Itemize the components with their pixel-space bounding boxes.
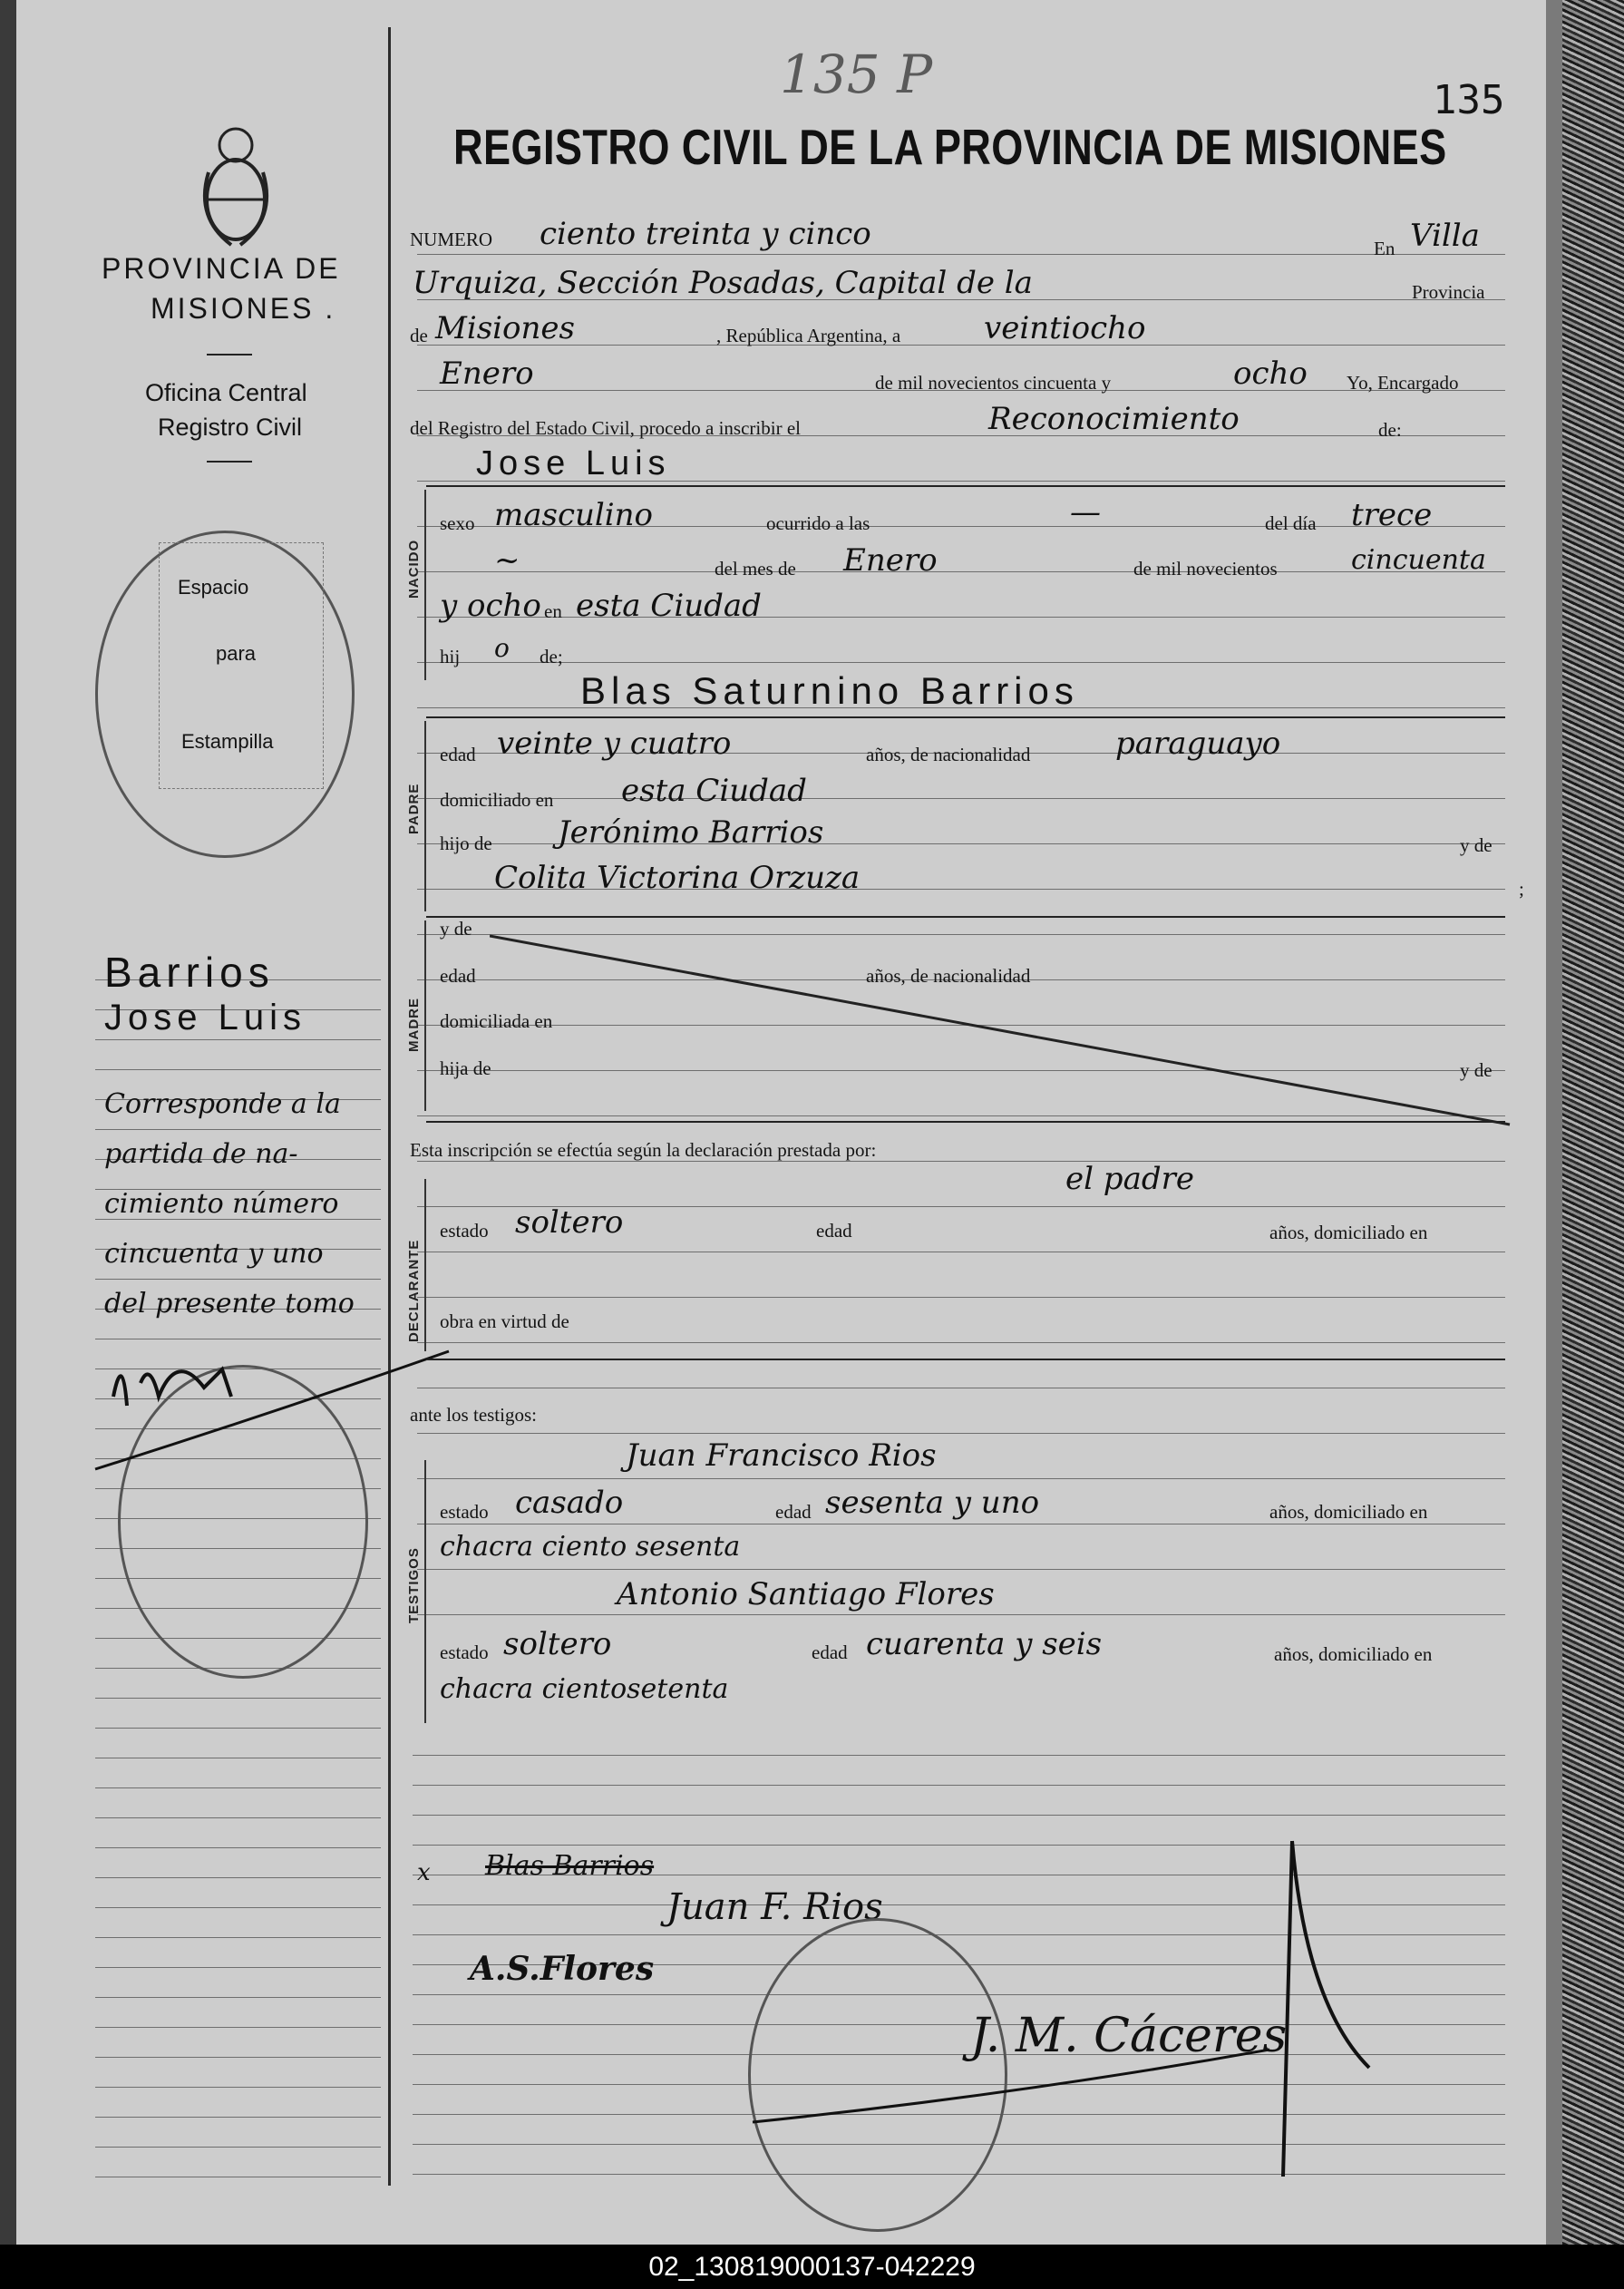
ruled-line: [95, 2147, 381, 2148]
ruled-line: [417, 1614, 1505, 1615]
mil-label: de mil novecientos: [1133, 558, 1278, 580]
stamp-space-label: para: [216, 642, 257, 665]
ruled-line: [417, 1433, 1505, 1434]
registro-label: del Registro del Estado Civil, procedo a inscribir el: [410, 417, 801, 439]
ruled-line: [95, 1907, 381, 1908]
en-label: En: [1374, 238, 1395, 259]
padre-section-bracket: [424, 721, 426, 911]
margin-note-line: cimiento número: [104, 1188, 339, 1220]
y-de-label: y de: [1460, 1059, 1493, 1081]
ruled-line: [95, 1817, 381, 1818]
ruled-line: [95, 2117, 381, 2118]
ruled-line: [417, 345, 1505, 346]
testigo1-domicilio-value: chacra ciento sesenta: [440, 1531, 741, 1563]
yo-label: Yo, Encargado: [1347, 372, 1459, 394]
domicilio-label: domiciliado en: [440, 789, 554, 811]
coat-of-arms-icon: [190, 118, 281, 254]
testigos-section-label: TESTIGOS: [406, 1547, 422, 1623]
anio-value: cincuenta: [1351, 544, 1486, 576]
numero-value: ciento treinta y cinco: [540, 216, 871, 252]
place-value: Urquiza, Sección Posadas, Capital de la: [413, 265, 1033, 301]
anios-label: años, domiciliado en: [1269, 1222, 1428, 1243]
ruled-line: [417, 254, 1505, 255]
padre-de-value: Jerónimo Barrios: [558, 814, 824, 851]
page-title: REGISTRO CIVIL DE LA PROVINCIA DE MISIONES: [453, 119, 1447, 175]
testigo1-nombre-value: Juan Francisco Rios: [626, 1437, 937, 1474]
testigo2-domicilio-value: chacra cientosetenta: [440, 1673, 729, 1705]
ruled-line: [417, 1569, 1505, 1570]
numero-label: NUMERO: [410, 229, 493, 250]
semicolon: ;: [1519, 878, 1524, 900]
estado-label: estado: [440, 1501, 489, 1523]
padre-section-label: PADRE: [406, 783, 422, 834]
ruled-line: [417, 1342, 1505, 1343]
anio-value: ocho: [1233, 356, 1308, 392]
del-dia-label: del día: [1265, 512, 1317, 534]
section-divider: [426, 1359, 1505, 1360]
y-de-label: y de: [1460, 834, 1493, 856]
y-de-label: y de: [440, 918, 472, 940]
en-label: en: [544, 600, 562, 622]
witness1-signature: Juan F. Rios: [666, 1886, 883, 1928]
margin-note-line: del presente tomo: [104, 1288, 355, 1320]
ruled-line: [95, 1069, 381, 1070]
ruled-line: [95, 1728, 381, 1729]
nacido-section-label: NACIDO: [406, 539, 422, 599]
padre-nombre-value: Blas Saturnino Barrios: [580, 669, 1079, 712]
hora-value: —: [1070, 494, 1101, 531]
republica-label: , República Argentina, a: [716, 325, 901, 346]
edad-label: edad: [440, 965, 476, 987]
obra-label: obra en virtud de: [440, 1310, 569, 1332]
declarante-section-bracket: [424, 1179, 426, 1351]
ruled-line: [95, 1698, 381, 1699]
sexo-value: masculino: [494, 497, 654, 533]
ruled-line: [413, 1755, 1505, 1756]
ruled-line: [417, 662, 1505, 663]
nacionalidad-value: paraguayo: [1115, 726, 1281, 762]
acto-value: Reconocimiento: [988, 401, 1240, 437]
section-divider: [426, 916, 1505, 918]
ruled-line: [95, 2027, 381, 2028]
witness2-signature: A.S.Flores: [470, 1950, 655, 1988]
margin-note-line: cincuenta y uno: [104, 1238, 324, 1270]
testigo2-nombre-value: Antonio Santiago Flores: [617, 1576, 995, 1612]
hija-de-label: hija de: [440, 1057, 491, 1079]
testigos-intro-label: ante los testigos:: [410, 1404, 537, 1426]
sidebar-office-line1: Oficina Central: [145, 379, 307, 406]
estado-label: estado: [440, 1220, 489, 1242]
section-divider: [426, 1121, 1505, 1123]
anios-label: años, de nacionalidad: [866, 744, 1031, 765]
ruled-line: [95, 2087, 381, 2088]
edad-label: edad: [812, 1641, 848, 1663]
provincia-label: Provincia: [1412, 281, 1485, 303]
ruled-line: [417, 1478, 1505, 1479]
sidebar-province-line2: MISIONES .: [151, 292, 336, 325]
declarante-section-label: DECLARANTE: [406, 1239, 422, 1342]
officer-signature-flourish-icon: [744, 1823, 1433, 2186]
margin-given-name: Jose Luis: [104, 998, 306, 1037]
edad-label: edad: [816, 1220, 852, 1242]
ruled-line: [95, 1877, 381, 1878]
anios-label: años, domiciliado en: [1274, 1643, 1433, 1665]
stamped-page-number: 135: [1433, 77, 1505, 123]
en-value: Villa: [1410, 218, 1480, 254]
testigo1-edad-value: sesenta y uno: [825, 1485, 1040, 1521]
sidebar-province-line1: PROVINCIA DE: [102, 252, 341, 285]
section-divider: [426, 485, 1505, 487]
margin-rule: [388, 27, 391, 2186]
ruled-line: [95, 1967, 381, 1968]
dia-value: veintiocho: [984, 310, 1146, 346]
officer-signature: J. M. Cáceres: [970, 2009, 1288, 2063]
stamp-space-label: Estampilla: [181, 730, 274, 753]
hijo-value: o: [494, 633, 510, 663]
ruled-line: [417, 798, 1505, 799]
ruled-line: [413, 1815, 1505, 1816]
ruled-line: [417, 571, 1505, 572]
edad-label: edad: [775, 1501, 812, 1523]
del-mes-label: del mes de: [715, 558, 796, 580]
hijo-label: hij: [440, 646, 461, 667]
testigo1-estado-value: casado: [515, 1485, 624, 1521]
margin-note-line: Corresponde a la: [104, 1088, 341, 1120]
de-label: de: [410, 325, 428, 346]
x-mark: x: [417, 1859, 431, 1886]
madre-section-label: MADRE: [406, 998, 422, 1052]
testigos-section-bracket: [424, 1460, 426, 1723]
ruled-line: [95, 2057, 381, 2058]
ruled-line: [95, 1129, 381, 1130]
mes-value: Enero: [440, 356, 534, 392]
ruled-line: [95, 1787, 381, 1788]
sidebar-divider: [207, 461, 252, 463]
domicilio-value: esta Ciudad: [621, 773, 807, 809]
ruled-line: [95, 1997, 381, 1998]
ruled-line: [95, 1279, 381, 1280]
father-signature: Blas Barrios: [485, 1850, 655, 1882]
mil-label: de mil novecientos cincuenta y: [875, 372, 1112, 394]
ruled-line: [417, 1297, 1505, 1298]
margin-surname: Barrios: [104, 949, 275, 996]
ruled-line: [413, 1785, 1505, 1786]
madre-section-bracket: [424, 920, 426, 1111]
page-edge: [1546, 0, 1562, 2245]
lugar-value: esta Ciudad: [576, 588, 762, 624]
declaracion-intro-label: Esta inscripción se efectúa según la declaración prestada por:: [410, 1139, 877, 1161]
hijo-label: de;: [540, 646, 563, 667]
mes-value: Enero: [843, 542, 938, 579]
nombre-value: Jose Luis: [476, 444, 671, 482]
marbled-edge: [1562, 0, 1624, 2245]
provincia-value: Misiones: [435, 310, 575, 346]
anios-label: años, domiciliado en: [1269, 1501, 1428, 1523]
ruled-line: [95, 1039, 381, 1040]
edad-value: veinte y cuatro: [497, 726, 732, 762]
pencil-page-number: 135 P: [780, 44, 933, 105]
dia-value: trece: [1351, 497, 1433, 533]
section-divider: [426, 716, 1505, 718]
anio-value-cont: y ocho: [440, 588, 541, 624]
edad-label: edad: [440, 744, 476, 765]
anios-label: años, de nacionalidad: [866, 965, 1031, 987]
stamp-space-label: Espacio: [178, 576, 249, 599]
estado-value: soltero: [515, 1204, 624, 1241]
sidebar-divider: [207, 354, 252, 356]
estado-label: estado: [440, 1641, 489, 1663]
de-colon-label: de:: [1378, 419, 1402, 441]
domicilio-label: domiciliada en: [440, 1010, 553, 1032]
dash-value: ~: [494, 542, 520, 579]
declaracion-por-value: el padre: [1065, 1161, 1194, 1197]
sexo-label: sexo: [440, 512, 475, 534]
madre-de-value: Colita Victorina Orzuza: [494, 860, 861, 896]
ocurrido-label: ocurrido a las: [766, 512, 870, 534]
margin-note-line: partida de na-: [104, 1138, 298, 1170]
hijo-de-label: hijo de: [440, 833, 492, 854]
testigo2-estado-value: soltero: [503, 1626, 612, 1662]
nacido-section-bracket: [424, 490, 426, 680]
testigo2-edad-value: cuarenta y seis: [866, 1626, 1103, 1662]
book-spine: [0, 0, 16, 2245]
image-caption: 02_130819000137-042229: [648, 2252, 976, 2282]
ruled-line: [95, 1937, 381, 1938]
strikethrough-line: [490, 934, 1514, 1129]
sidebar-office-line2: Registro Civil: [158, 414, 303, 441]
ruled-line: [95, 1847, 381, 1848]
